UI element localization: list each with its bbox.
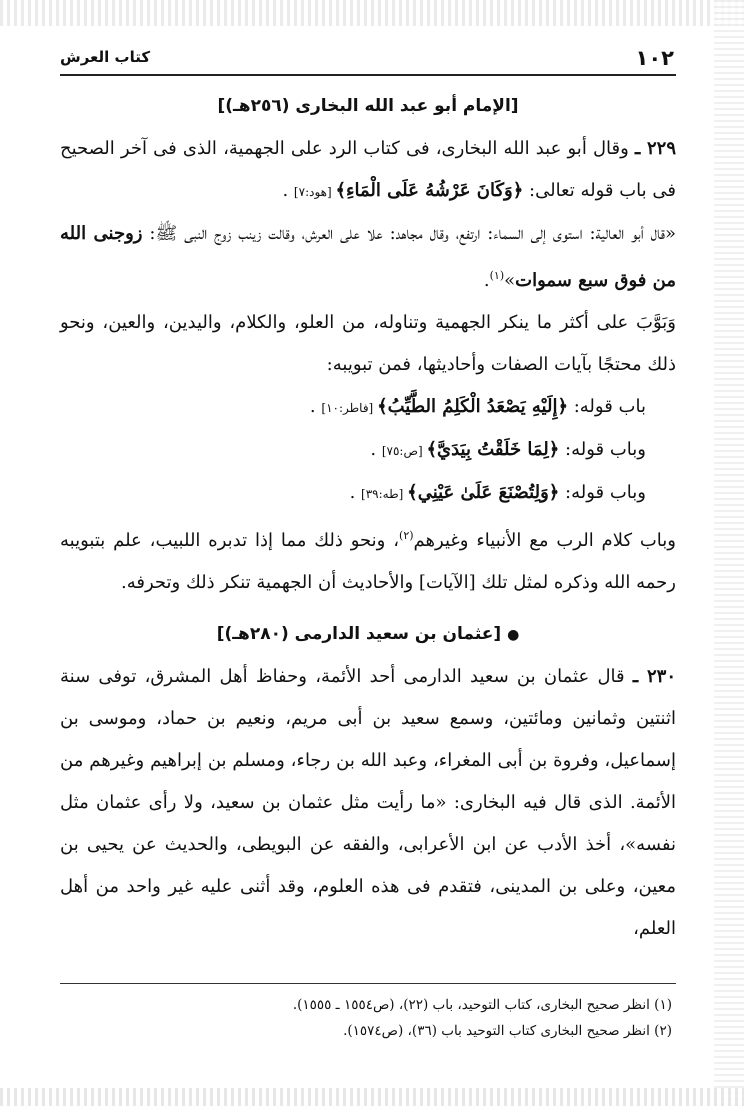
bullet-icon: ● [507,627,520,643]
chapter-item [60,386,676,429]
quran-verse: ﴿وَكَانَ عَرْشُهُ عَلَى الْمَاءِ﴾ [335,180,524,201]
scan-edge-bottom [0,1088,744,1106]
footnotes [60,983,676,1044]
footnote-marker: (٢) [399,529,414,542]
paragraph-text: قال عثمان بن سعيد الدارمى أحد الأئمة، وحفاظ أهل المشرق، توفى سنة اثنتين وثمانين ومائتين، وسمع سعيد بن أبى مريم، ونعيم بن حماد، وموسى بن إسماعيل، وفروة بن أبى المغراء، وعبد الله بن رجاء، ومسلم بن إبراهيم وغيرهم من الأئمة. الذى قال فيه البخارى: «ما رأيت مثل عثمان بن سعيد، ولا رأى عثمان مثل نفسه»، أخذ الأدب عن ابن الأعرابى، والفقه عن البويطى، والحديث عن يحيى بن معين، وعلى بن المدينى، فتقدم فى هذه العلوم، وقد أثنى عليه غير واحد من أهل العلم، [60,666,676,939]
page-number: ١٠٢ [635,46,674,70]
paragraph-bawwaba: وَبَوَّبَ على أكثر ما ينكر الجهمية وتناوله، من العلو، والكلام، واليدين، والعين، ونحو ذلك محتجًا بآيات الصفات وأحاديثها، فمن تبويبه: [60,312,676,375]
verse-reference: [ص:٧٥] [381,444,427,458]
chapter-end: . [349,482,362,503]
paragraph-230 [60,656,676,950]
scan-edge-top [0,0,744,26]
paragraph-text: وقال أبو عبد الله البخارى، فى كتاب الرد على الجهمية، الذى فى آخر الصحيح فى باب قوله تعالى: [60,138,676,201]
paragraph-text: . [483,270,490,291]
section-heading-text: [عثمان بن سعيد الدارمى (٢٨٠هـ)] [216,624,502,644]
quran-verse: ﴿وَلِتُصْنَعَ عَلَىٰ عَيْنِي﴾ [407,482,560,503]
verse-reference: [طه:٣٩] [361,487,408,501]
paragraph-text: . [282,180,294,201]
chapter-item [60,429,676,472]
page-body [60,40,676,950]
chapter-end: . [309,396,322,417]
footnote-marker: (١) [489,269,505,282]
paragraph-text: » [504,270,516,291]
footnote-2: (٢) انظر صحيح البخارى كتاب التوحيد باب (٣٦)، (ص١٥٧٤). [343,1023,672,1039]
section-heading-darimi [60,624,676,644]
scan-edge-right [714,0,744,1106]
running-title: كتاب العرش [60,48,151,66]
bold-quote: زوجنى الله من فوق سبع سموات [60,223,676,291]
paragraph-number: ٢٢٩ ـ [635,138,676,159]
chapter-prefix: باب قوله: [568,396,646,417]
verse-reference: [هود:٧] [293,185,336,199]
footnote-1: (١) انظر صحيح البخارى، كتاب التوحيد، باب (٢٢)، (ص١٥٥٤ ـ ١٥٥٥). [292,997,672,1013]
chapter-end: . [370,439,382,460]
quran-verse: ﴿إِلَيْهِ يَصْعَدُ الْكَلِمُ الطَّيِّبُ﴾ [377,396,568,417]
paragraph-229 [60,128,676,213]
chapter-prefix: وباب قوله: [559,439,646,460]
paragraph-number: ٢٣٠ ـ [632,666,677,687]
section-heading-bukhari: [الإمام أبو عبد الله البخارى (٢٥٦هـ)] [217,96,519,116]
verse-reference: [فاطر:١٠] [321,401,378,415]
paragraph-kalam [60,515,676,604]
quran-verse: ﴿لِمَا خَلَقْتُ بِيَدَيَّ﴾ [426,439,560,460]
page-header [60,40,676,76]
chapter-prefix: وباب قوله: [559,482,646,503]
chapter-item [60,472,676,515]
paragraph-text: ، ونحو ذلك مما إذا تدبره اللبيب، علم بتبويبه رحمه الله وذكره لمثل تلك [الآيات] والأحاديث أن الجهمية تنكر ذلك وتحرفه. [60,530,676,593]
paragraph-text: «قال أبو العالية: استوى إلى السماء: ارتفع، وقال مجاهد: علا على العرش، وقالت زينب زوج النبى ﷺ: [142,223,676,244]
paragraph-text: وباب كلام الرب مع الأنبياء وغيرهم [413,530,676,551]
paragraph-abu-aliya [60,213,676,302]
